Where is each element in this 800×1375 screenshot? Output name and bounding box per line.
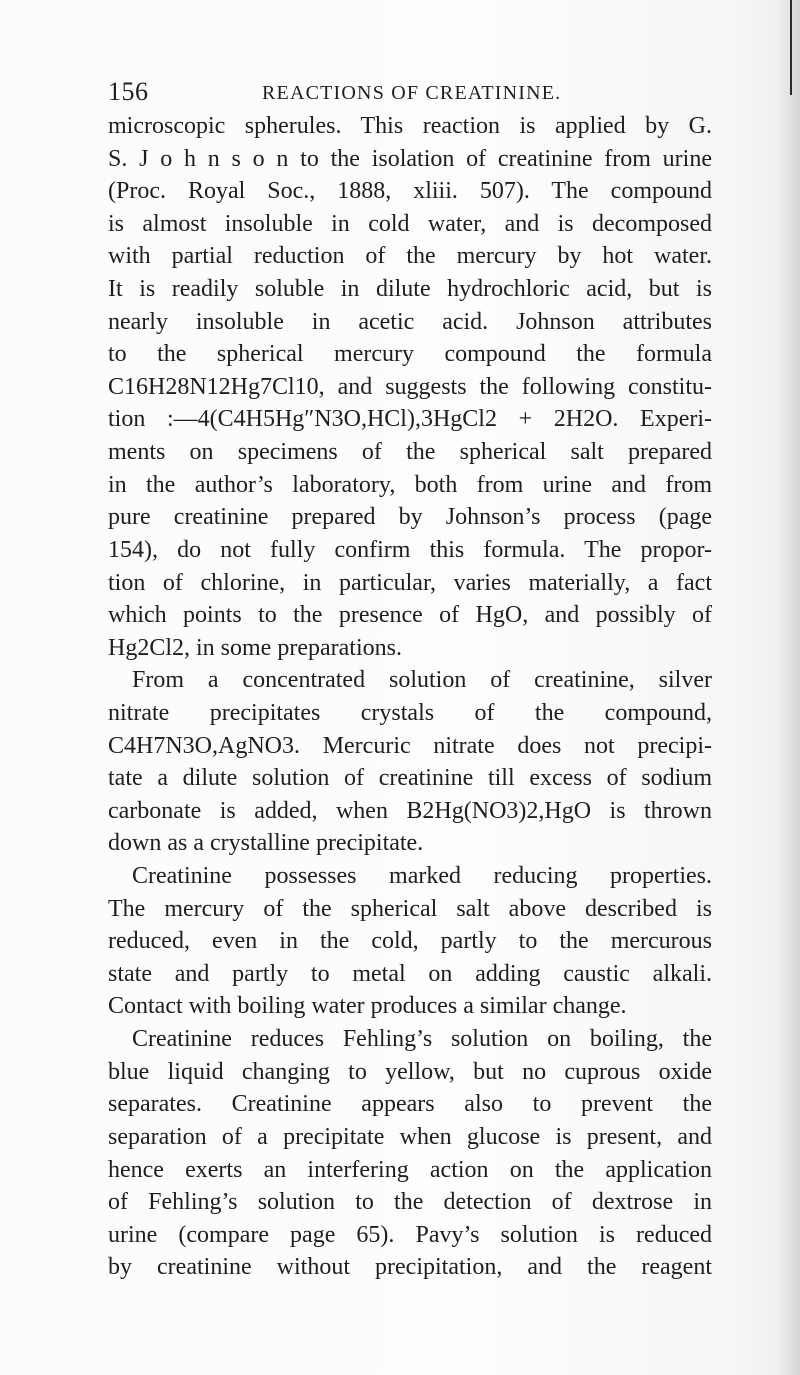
body-text	[108, 110, 712, 1284]
text-line: separates. Creatinine appears also to prevent the	[108, 1091, 712, 1118]
text-line: down as a crystalline precipitate.	[108, 830, 424, 857]
page-number: 156	[108, 77, 149, 106]
text-line: state and partly to metal on adding caustic alkali.	[108, 960, 712, 987]
running-head: REACTIONS OF CREATININE.	[262, 82, 562, 104]
text-line: blue liquid changing to yellow, but no cuprous oxide	[108, 1058, 712, 1085]
text-line: (Proc. Royal Soc., 1888, xliii. 507). The compound	[108, 178, 712, 205]
text-line: with partial reduction of the mercury by hot water.	[108, 243, 712, 270]
text-line: tion of chlorine, in particular, varies materially, a fact	[108, 569, 712, 596]
text-line: tion :—4(C4H5Hg″N3O,HCl),3HgCl2 + 2H2O. Experi-	[108, 406, 712, 433]
page-edge-mark	[790, 0, 792, 95]
text-line: C16H28N12Hg7Cl10, and suggests the following constitu-	[108, 373, 712, 400]
text-line: 154), do not fully confirm this formula. The propor-	[108, 536, 712, 563]
text-line: pure creatinine prepared by Johnson’s process (page	[108, 504, 712, 531]
text-line: reduced, even in the cold, partly to the mercurous	[108, 928, 712, 955]
text-line: by creatinine without precipitation, and the reagent	[108, 1254, 712, 1281]
text-line: It is readily soluble in dilute hydrochloric acid, but is	[108, 276, 712, 303]
page-header	[108, 77, 708, 107]
text-line: C4H7N3O,AgNO3. Mercuric nitrate does not precipi-	[108, 732, 712, 759]
text-line: of Fehling’s solution to the detection of dextrose in	[108, 1189, 712, 1216]
page-edge-shadow	[778, 0, 800, 1375]
text-line: to the spherical mercury compound the formula	[108, 341, 712, 368]
text-line: is almost insoluble in cold water, and is decomposed	[108, 210, 712, 237]
text-line: From a concentrated solution of creatinine, silver	[132, 667, 712, 694]
text-line: Contact with boiling water produces a similar change.	[108, 993, 627, 1020]
text-line: which points to the presence of HgO, and possibly of	[108, 602, 712, 629]
text-line: in the author’s laboratory, both from urine and from	[108, 471, 712, 498]
text-line: Creatinine possesses marked reducing properties.	[132, 863, 712, 890]
text-line: separation of a precipitate when glucose is present, and	[108, 1123, 712, 1150]
text-line: Hg2Cl2, in some preparations.	[108, 634, 402, 661]
text-line: S. J o h n s o n to the isolation of creatinine from urine	[108, 145, 712, 172]
text-line: The mercury of the spherical salt above described is	[108, 895, 712, 922]
text-line: nitrate precipitates crystals of the compound,	[108, 699, 712, 726]
text-line: microscopic spherules. This reaction is applied by G.	[108, 113, 712, 139]
text-line: ments on specimens of the spherical salt prepared	[108, 439, 712, 466]
text-line: Creatinine reduces Fehling’s solution on boiling, the	[132, 1026, 712, 1053]
text-line: hence exerts an interfering action on the application	[108, 1156, 712, 1183]
text-line: nearly insoluble in acetic acid. Johnson attributes	[108, 308, 712, 335]
text-line: urine (compare page 65). Pavy’s solution is reduced	[108, 1221, 712, 1248]
text-line: tate a dilute solution of creatinine till excess of sodium	[108, 765, 712, 792]
text-line: carbonate is added, when B2Hg(NO3)2,HgO is thrown	[108, 797, 712, 824]
